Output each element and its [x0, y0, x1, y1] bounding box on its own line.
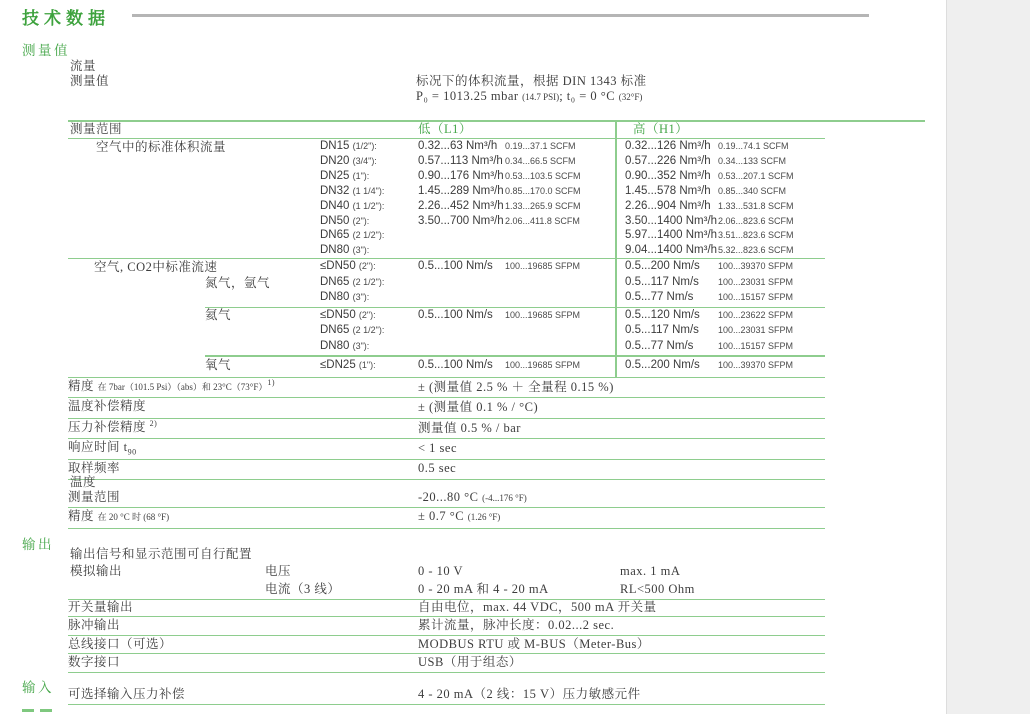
- spec-value: ± (测量值 2.5 % ＋ 全量程 0.15 %): [418, 379, 614, 394]
- temperature-range-value-f: (-4...176 °F): [482, 492, 527, 503]
- dn-label: DN65: [320, 229, 350, 242]
- output-row: [68, 636, 825, 654]
- dn-cell: [320, 215, 418, 227]
- spec-label-text: 精度: [68, 379, 98, 394]
- velocity-row: [320, 290, 825, 306]
- temperature-group-label: 温度: [70, 475, 97, 489]
- high-range-value: 2.26...904 Nm³/h: [625, 199, 711, 212]
- output-row-label: 脉冲输出: [68, 618, 121, 633]
- high-range-scfm: 0.19...74.1 SCFM: [718, 141, 789, 152]
- low-range-sfpm: 100...19685 SFPM: [505, 359, 581, 370]
- dn-cell: [320, 291, 418, 303]
- dn-label: DN80: [320, 244, 350, 257]
- spec-row: [68, 419, 825, 439]
- high-range-value: 0.5...117 Nm/s: [625, 275, 699, 288]
- spec-row: [68, 378, 825, 398]
- output-row: [68, 654, 825, 672]
- temperature-accuracy-row: [68, 507, 825, 529]
- dn-size-label: (2 1/2"):: [352, 230, 385, 241]
- low-range-value: 0.5...100 Nm/s: [418, 260, 493, 273]
- reference-t0: ; t₀ = 0 °C: [559, 89, 616, 103]
- gas-label-helium: 氦气: [205, 308, 232, 322]
- output-row: [68, 599, 825, 617]
- flow-rows-group-label: 空气中的标准体积流量: [96, 140, 227, 154]
- clipped-section-label-fragment: [22, 709, 34, 712]
- reference-t0-f: (32°F): [618, 92, 643, 102]
- low-range-value: 0.90...176 Nm³/h: [418, 170, 504, 183]
- low-range-value: 0.57...113 Nm³/h: [418, 155, 503, 168]
- dn-label: ≤DN25: [320, 358, 356, 371]
- velocity-group-2-rows: [320, 307, 825, 354]
- temperature-range-value: [418, 491, 825, 505]
- low-range-sfpm: 100...19685 SFPM: [505, 261, 581, 272]
- voltage-extra: max. 1 mA: [620, 564, 681, 578]
- high-range-value: 0.5...200 Nm/s: [625, 260, 700, 273]
- measured-value-label: 测量值: [70, 74, 110, 88]
- high-range-scfm: 3.51...823.6 SCFM: [718, 230, 794, 241]
- high-range-value: 0.90...352 Nm³/h: [625, 170, 711, 183]
- low-range-scfm: 2.06...411.8 SCFM: [505, 215, 580, 226]
- high-range-value: 0.57...226 Nm³/h: [625, 155, 711, 168]
- spec-label-text: 响应时间 t: [68, 440, 128, 455]
- measured-value-description: 标况下的体积流量，根据 DIN 1343 标准: [416, 74, 647, 88]
- high-range-sfpm: 100...23622 SFPM: [718, 309, 794, 320]
- dn-label: DN80: [320, 291, 350, 304]
- dn-size-label: (3"):: [352, 292, 370, 303]
- velocity-row: [320, 357, 825, 373]
- dn-size-label: (1 1/2"):: [352, 200, 385, 211]
- spec-label-text: 取样频率: [68, 460, 121, 475]
- output-row-label: 总线接口（可选）: [68, 636, 173, 651]
- spec-label-text: 压力补偿精度: [68, 419, 150, 434]
- velocity-row: [320, 323, 825, 339]
- output-row-label: 开关量输出: [68, 599, 134, 614]
- high-range-value: 0.5...200 Nm/s: [625, 358, 700, 371]
- dn-size-label: (2 1/2"):: [352, 276, 385, 287]
- dn-cell: [320, 359, 418, 371]
- dn-size-label: (3/4"):: [352, 156, 377, 167]
- dn-cell: [320, 200, 418, 212]
- temperature-range-value-c: -20...80 °C: [418, 489, 479, 504]
- dn-cell: [320, 244, 418, 256]
- low-range-scfm: 0.85...170.0 SCFM: [505, 185, 581, 196]
- voltage-value: 0 - 10 V: [418, 564, 464, 578]
- spec-label-subscript: 90: [127, 447, 137, 457]
- dn-label: DN32: [320, 184, 350, 197]
- velocity-row: [320, 259, 825, 275]
- dn-size-label: (1"):: [352, 171, 370, 182]
- spec-value: 0.5 sec: [418, 461, 457, 476]
- dn-label: DN25: [320, 170, 350, 183]
- dn-label: DN65: [320, 275, 350, 288]
- voltage-label: 电压: [265, 564, 292, 578]
- dn-label: DN65: [320, 324, 350, 337]
- input-row-value: 4 - 20 mA（2 线：15 V）压力敏感元件: [418, 686, 641, 701]
- dn-size-label: (3"):: [352, 245, 370, 256]
- spec-label-text: 温度补偿精度: [68, 399, 147, 414]
- high-range-value: 0.5...120 Nm/s: [625, 308, 700, 321]
- high-range-sfpm: 100...23031 SFPM: [718, 276, 794, 287]
- dn-cell: [320, 155, 418, 167]
- spec-label-condition: 在 7bar（101.5 Psi）（abs）和 23°C（73°F）: [97, 382, 268, 393]
- reference-p0: P₀ = 1013.25 mbar: [416, 89, 519, 103]
- low-range-sfpm: 100...19685 SFPM: [505, 309, 581, 320]
- spec-label: [68, 420, 418, 437]
- dn-cell: [320, 324, 418, 336]
- flow-row: [320, 139, 825, 154]
- temperature-accuracy-value-c: ± 0.7 °C: [418, 509, 465, 524]
- high-range-sfpm: 100...39370 SFPM: [718, 359, 794, 370]
- flow-row: [320, 213, 825, 228]
- title-rule: [132, 14, 869, 17]
- high-range-sfpm: 100...15157 SFPM: [718, 340, 794, 351]
- dn-label: DN15: [320, 140, 350, 153]
- dn-label: DN50: [320, 214, 350, 227]
- velocity-main-label: 空气, CO2中标准流速: [94, 260, 218, 274]
- low-range-value: 3.50...700 Nm³/h: [418, 214, 504, 227]
- output-row: [68, 617, 825, 635]
- column-header-low: 低（L1）: [418, 122, 472, 136]
- temperature-range-row: [68, 489, 825, 508]
- output-row-value: MODBUS RTU 或 M-BUS（Meter-Bus）: [418, 636, 650, 651]
- flow-group-label: 流量: [70, 59, 97, 73]
- high-range-scfm: 5.32...823.6 SCFM: [718, 245, 794, 256]
- temperature-accuracy-label-text: 精度: [68, 509, 98, 524]
- flow-row: [320, 184, 825, 199]
- high-range-value: 0.5...77 Nm/s: [625, 291, 694, 304]
- flow-row: [320, 243, 825, 258]
- dn-cell: [320, 309, 418, 321]
- low-range-value: 2.26...452 Nm³/h: [418, 199, 504, 212]
- analog-output-label: 模拟输出: [70, 564, 123, 578]
- dn-cell: [320, 140, 418, 152]
- spec-label: [68, 399, 418, 416]
- high-range-scfm: 2.06...823.6 SCFM: [718, 215, 794, 226]
- high-range-value: 9.04...1400 Nm³/h: [625, 244, 718, 257]
- low-range-value: 1.45...289 Nm³/h: [418, 184, 504, 197]
- high-range-value: 0.5...117 Nm/s: [625, 324, 699, 337]
- spec-label: [68, 461, 418, 478]
- velocity-group-1-rows: [320, 259, 825, 306]
- table-top-rule: [68, 120, 925, 122]
- flow-rows: [320, 139, 825, 258]
- dn-size-label: (1"):: [358, 359, 376, 370]
- high-range-scfm: 0.85...340 SCFM: [718, 185, 787, 196]
- spec-value: 测量值 0.5 % / bar: [418, 420, 521, 435]
- spec-value: < 1 sec: [418, 440, 458, 455]
- current-value: 0 - 20 mA 和 4 - 20 mA: [418, 582, 549, 596]
- flow-row: [320, 154, 825, 169]
- output-row-value: USB（用于组态）: [418, 654, 522, 669]
- spec-row: [68, 439, 825, 459]
- high-range-sfpm: 100...23031 SFPM: [718, 325, 794, 336]
- dn-cell: [320, 276, 418, 288]
- high-range-sfpm: 100...15157 SFPM: [718, 292, 794, 303]
- clipped-section-label-fragment: [40, 709, 52, 712]
- output-rows: [68, 599, 825, 673]
- spec-label: [68, 379, 418, 396]
- spec-row: [68, 398, 825, 418]
- temperature-range-label: 测量范围: [68, 489, 121, 504]
- low-range-scfm: 1.33...265.9 SCFM: [505, 200, 581, 211]
- high-range-value: 0.32...126 Nm³/h: [625, 140, 711, 153]
- temperature-accuracy-value-f: (1.26 °F): [467, 512, 501, 523]
- high-range-scfm: 1.33...531.8 SCFM: [718, 200, 794, 211]
- dn-size-label: (2"):: [358, 261, 376, 272]
- velocity-row: [320, 338, 825, 354]
- temperature-accuracy-condition: 在 20 °C 时 (68 °F): [97, 512, 170, 523]
- high-range-value: 5.97...1400 Nm³/h: [625, 229, 718, 242]
- dn-cell: [320, 260, 418, 272]
- dn-size-label: (1 1/4"):: [352, 185, 385, 196]
- column-header-high: 高（H1）: [633, 122, 689, 136]
- low-range-scfm: 0.19...37.1 SCFM: [505, 141, 576, 152]
- output-row-value: 累计流量，脉冲长度：0.02...2 sec.: [418, 618, 615, 633]
- velocity-row: [320, 307, 825, 323]
- high-range-sfpm: 100...39370 SFPM: [718, 261, 794, 272]
- dn-cell: [320, 229, 418, 241]
- spec-row: [68, 460, 825, 480]
- low-range-value: 0.5...100 Nm/s: [418, 308, 493, 321]
- section-label-input: 输入: [22, 680, 54, 695]
- dn-label: DN20: [320, 155, 350, 168]
- dn-cell: [320, 170, 418, 182]
- high-range-value: 3.50...1400 Nm³/h: [625, 214, 718, 227]
- dn-label: ≤DN50: [320, 308, 356, 321]
- input-row: [68, 686, 825, 705]
- flow-row: [320, 228, 825, 243]
- high-range-scfm: 0.34...133 SCFM: [718, 156, 787, 167]
- low-range-scfm: 0.53...103.5 SCFM: [505, 171, 581, 182]
- right-margin-panel: [946, 0, 1030, 714]
- spec-rows: [68, 378, 825, 480]
- temperature-accuracy-value: [418, 510, 825, 524]
- reference-conditions: [416, 90, 642, 104]
- dn-label: DN40: [320, 199, 350, 212]
- section-label-output: 输出: [22, 537, 54, 552]
- current-label: 电流（3 线）: [265, 582, 341, 596]
- dn-size-label: (3"):: [352, 340, 370, 351]
- reference-p0-psi: (14.7 PSI): [522, 92, 560, 102]
- dn-cell: [320, 340, 418, 352]
- output-row-label: 数字接口: [68, 654, 121, 669]
- low-range-value: 0.32...63 Nm³/h: [418, 140, 498, 153]
- flow-row: [320, 198, 825, 213]
- spec-value: ± (测量值 0.1 % / °C): [418, 400, 539, 415]
- high-range-value: 0.5...77 Nm/s: [625, 339, 694, 352]
- output-row-value: 自由电位，max. 44 VDC，500 mA 开关量: [418, 599, 657, 614]
- range-table-label: 测量范围: [70, 122, 123, 136]
- current-extra: RL<500 Ohm: [620, 582, 695, 596]
- spec-label-footnote: 2): [149, 418, 158, 428]
- velocity-group-3-rows: [320, 357, 825, 373]
- dn-size-label: (2 1/2"):: [352, 325, 385, 336]
- gas-label-nitrogen-argon: 氮气，氩气: [205, 275, 271, 290]
- flow-row: [320, 169, 825, 184]
- low-range-scfm: 0.34...66.5 SCFM: [505, 156, 576, 167]
- dn-size-label: (2"):: [358, 309, 376, 320]
- input-row-label: 可选择输入压力补偿: [68, 686, 186, 701]
- gas-label-oxygen: 氧气: [205, 358, 232, 372]
- dn-label: DN80: [320, 339, 350, 352]
- temperature-accuracy-label: [68, 510, 418, 524]
- high-range-scfm: 0.53...207.1 SCFM: [718, 171, 794, 182]
- dn-size-label: (2"):: [352, 215, 370, 226]
- dn-cell: [320, 185, 418, 197]
- low-range-value: 0.5...100 Nm/s: [418, 358, 493, 371]
- dn-size-label: (1/2"):: [352, 141, 377, 152]
- spec-label-footnote: 1): [267, 377, 276, 387]
- velocity-row: [320, 274, 825, 290]
- spec-label: [68, 440, 418, 457]
- dn-label: ≤DN50: [320, 260, 356, 273]
- section-label-measured-values: 测量值: [22, 43, 70, 58]
- high-range-value: 1.45...578 Nm³/h: [625, 184, 711, 197]
- page-title: 技术数据: [22, 9, 110, 28]
- output-config-note: 输出信号和显示范围可自行配置: [70, 547, 253, 561]
